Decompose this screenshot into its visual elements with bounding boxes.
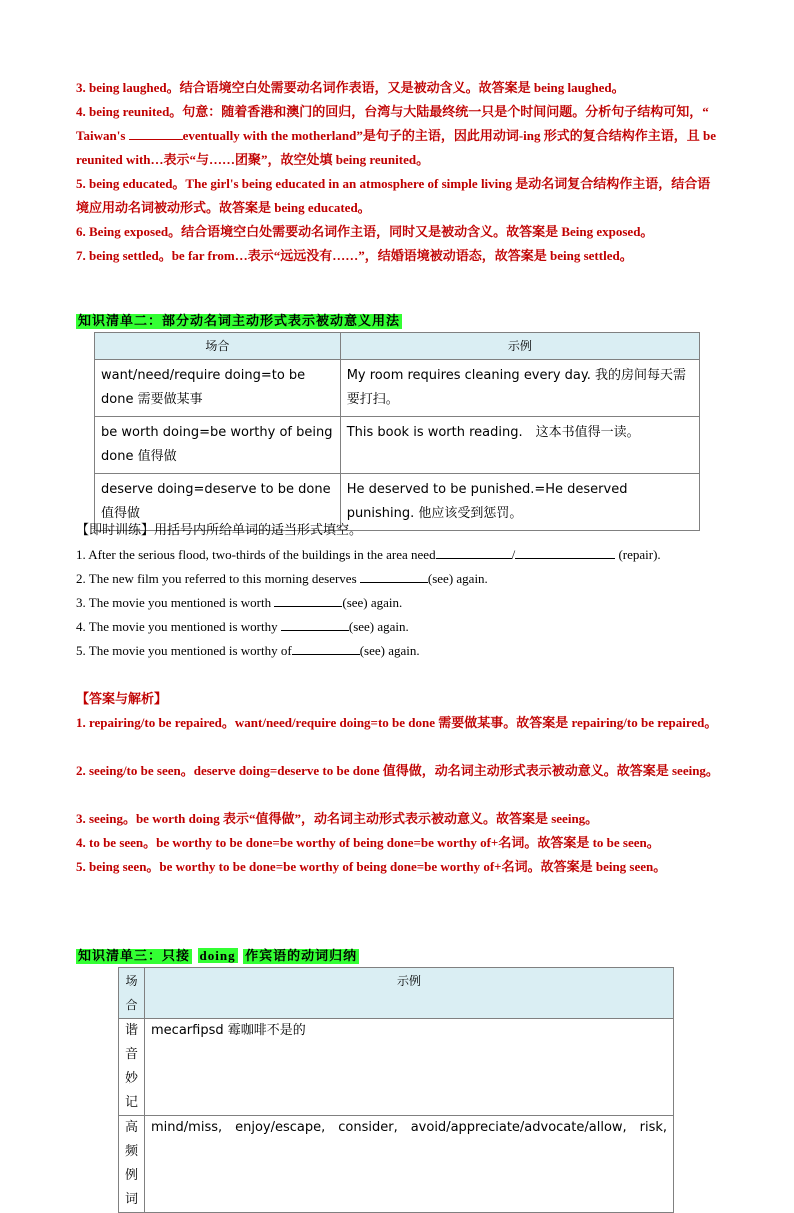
answers-title: 【答案与解析】 xyxy=(76,691,168,706)
answer-3: 3. being laughed。结合语境空白处需要动名词作表语，又是被动含义。故答案是 being laughed。 xyxy=(76,80,625,95)
usage-cell: 谐音妙记 xyxy=(119,1019,145,1116)
section2-table xyxy=(94,332,700,531)
exercise-5-blank[interactable] xyxy=(292,640,360,655)
exercise-3-blank[interactable] xyxy=(274,592,342,607)
exercise-5-text: 5. The movie you mentioned is worthy of xyxy=(76,643,292,658)
table-row xyxy=(95,417,700,474)
answer-b1: 1. repairing/to be repaired。want/need/require doing=to be done 需要做某事。故答案是 repairing/to be repaired。 xyxy=(76,715,718,730)
exercise-4-text: 4. The movie you mentioned is worthy xyxy=(76,619,281,634)
exercise-2 xyxy=(76,567,488,591)
exercise-4-blank[interactable] xyxy=(281,616,349,631)
col-header-occasion: 场合 xyxy=(95,333,341,360)
exercise-2-blank[interactable] xyxy=(360,568,428,583)
example-cell: This book is worth reading. 这本书值得一读。 xyxy=(340,417,699,474)
exercise-5-hint: (see) again. xyxy=(359,643,420,658)
col-header-occasion: 场合 xyxy=(119,968,145,1019)
exercise-4 xyxy=(76,615,409,639)
answer-b4: 4. to be seen。be worthy to be done=be worthy of being done=be worthy of+名词。故答案是 to be seen。 xyxy=(76,835,660,850)
table-row xyxy=(119,1019,674,1116)
answer-4 xyxy=(76,100,720,172)
exercise-1-blank-b[interactable] xyxy=(515,544,615,559)
section3-heading xyxy=(76,946,359,965)
exercise-3 xyxy=(76,591,402,615)
table-header-row xyxy=(95,333,700,360)
answer-6: 6. Being exposed。结合语境空白处需要动名词作主语，同时又是被动含义。故答案是 Being exposed。 xyxy=(76,224,654,239)
exercise-3-text: 3. The movie you mentioned is worth xyxy=(76,595,275,610)
exercise-4-hint: (see) again. xyxy=(348,619,409,634)
answer-b2: 2. seeing/to be seen。deserve doing=deserve to be done 值得做，动名词主动形式表示被动意义。故答案是 seeing。 xyxy=(76,763,719,778)
table-row xyxy=(119,1116,674,1213)
example-cell: My room requires cleaning every day. 我的房间每天需要打扫。 xyxy=(340,360,699,417)
example-cell: mecarfipsd 霉咖啡不是的 xyxy=(145,1019,674,1116)
exercise-1-blank-a[interactable] xyxy=(436,544,512,559)
section3-heading-a: 知识清单三：只接 xyxy=(78,949,191,964)
answer-7: 7. being settled。be far from…表示“远远没有……”，结婚语境被动语态，故答案是 being settled。 xyxy=(76,248,633,263)
answer-b3: 3. seeing。be worth doing 表示“值得做”，动名词主动形式表示被动意义。故答案是 seeing。 xyxy=(76,811,599,826)
example-cell: He deserved to be punished.=He deserved punishing. 他应该受到惩罚。 xyxy=(340,474,699,531)
section3-table xyxy=(118,967,674,1213)
table-row xyxy=(95,360,700,417)
section2-heading-text: 知识清单二：部分动名词主动形式表示被动意义用法 xyxy=(78,314,401,329)
usage-cell: 高频例词 xyxy=(119,1116,145,1213)
answer-5: 5. being educated。The girl's being educated in an atmosphere of simple living 是动名词复合结构作主语，结合语境应用动名词被动形式。故答案是 being educated。 xyxy=(76,176,711,215)
practice-title: 【即时训练】用括号内所给单词的适当形式填空。 xyxy=(76,523,363,538)
table-header-row xyxy=(119,968,674,1019)
section2-heading xyxy=(76,312,402,331)
answer-b5: 5. being seen。be worthy to be done=be worthy of being done=be worthy of+名词。故答案是 being seen。 xyxy=(76,859,667,874)
exercise-1-slash: / xyxy=(511,547,516,562)
answer-4-blank xyxy=(129,125,183,140)
col-header-example: 示例 xyxy=(145,968,674,1019)
answer-4-part-1: 4. being reunited。句意：随着香港和澳门的回归，台湾与大陆最终统一只是个时间问题。分析句子结构可知，“ Taiwan's xyxy=(76,104,709,143)
exercise-1-hint: (repair). xyxy=(615,547,661,562)
section3-heading-c: 作宾语的动词归纳 xyxy=(245,949,358,964)
usage-cell: want/need/require doing=to be done 需要做某事 xyxy=(95,360,341,417)
usage-cell: be worth doing=be worthy of being done 值得做 xyxy=(95,417,341,474)
exercise-2-text: 2. The new film you referred to this morning deserves xyxy=(76,571,360,586)
exercise-1 xyxy=(76,543,661,567)
exercise-2-hint: (see) again. xyxy=(427,571,488,586)
example-cell: mind/miss, enjoy/escape, consider, avoid/appreciate/advocate/allow, risk, xyxy=(145,1116,674,1213)
section3-heading-b: doing xyxy=(199,948,236,963)
exercise-1-text: 1. After the serious flood, two-thirds of the buildings in the area need xyxy=(76,547,436,562)
exercise-5 xyxy=(76,639,420,663)
answer-4-part-2: eventually with the motherland”是句子的主语，因此用动词-ing 形式的复合结构作主语，且 be reunited with…表示“与……团聚”，故空处填 being reunited。 xyxy=(76,128,717,167)
col-header-example: 示例 xyxy=(340,333,699,360)
usage-cell: deserve doing=deserve to be done 值得做 xyxy=(95,474,341,531)
exercise-3-hint: (see) again. xyxy=(342,595,403,610)
